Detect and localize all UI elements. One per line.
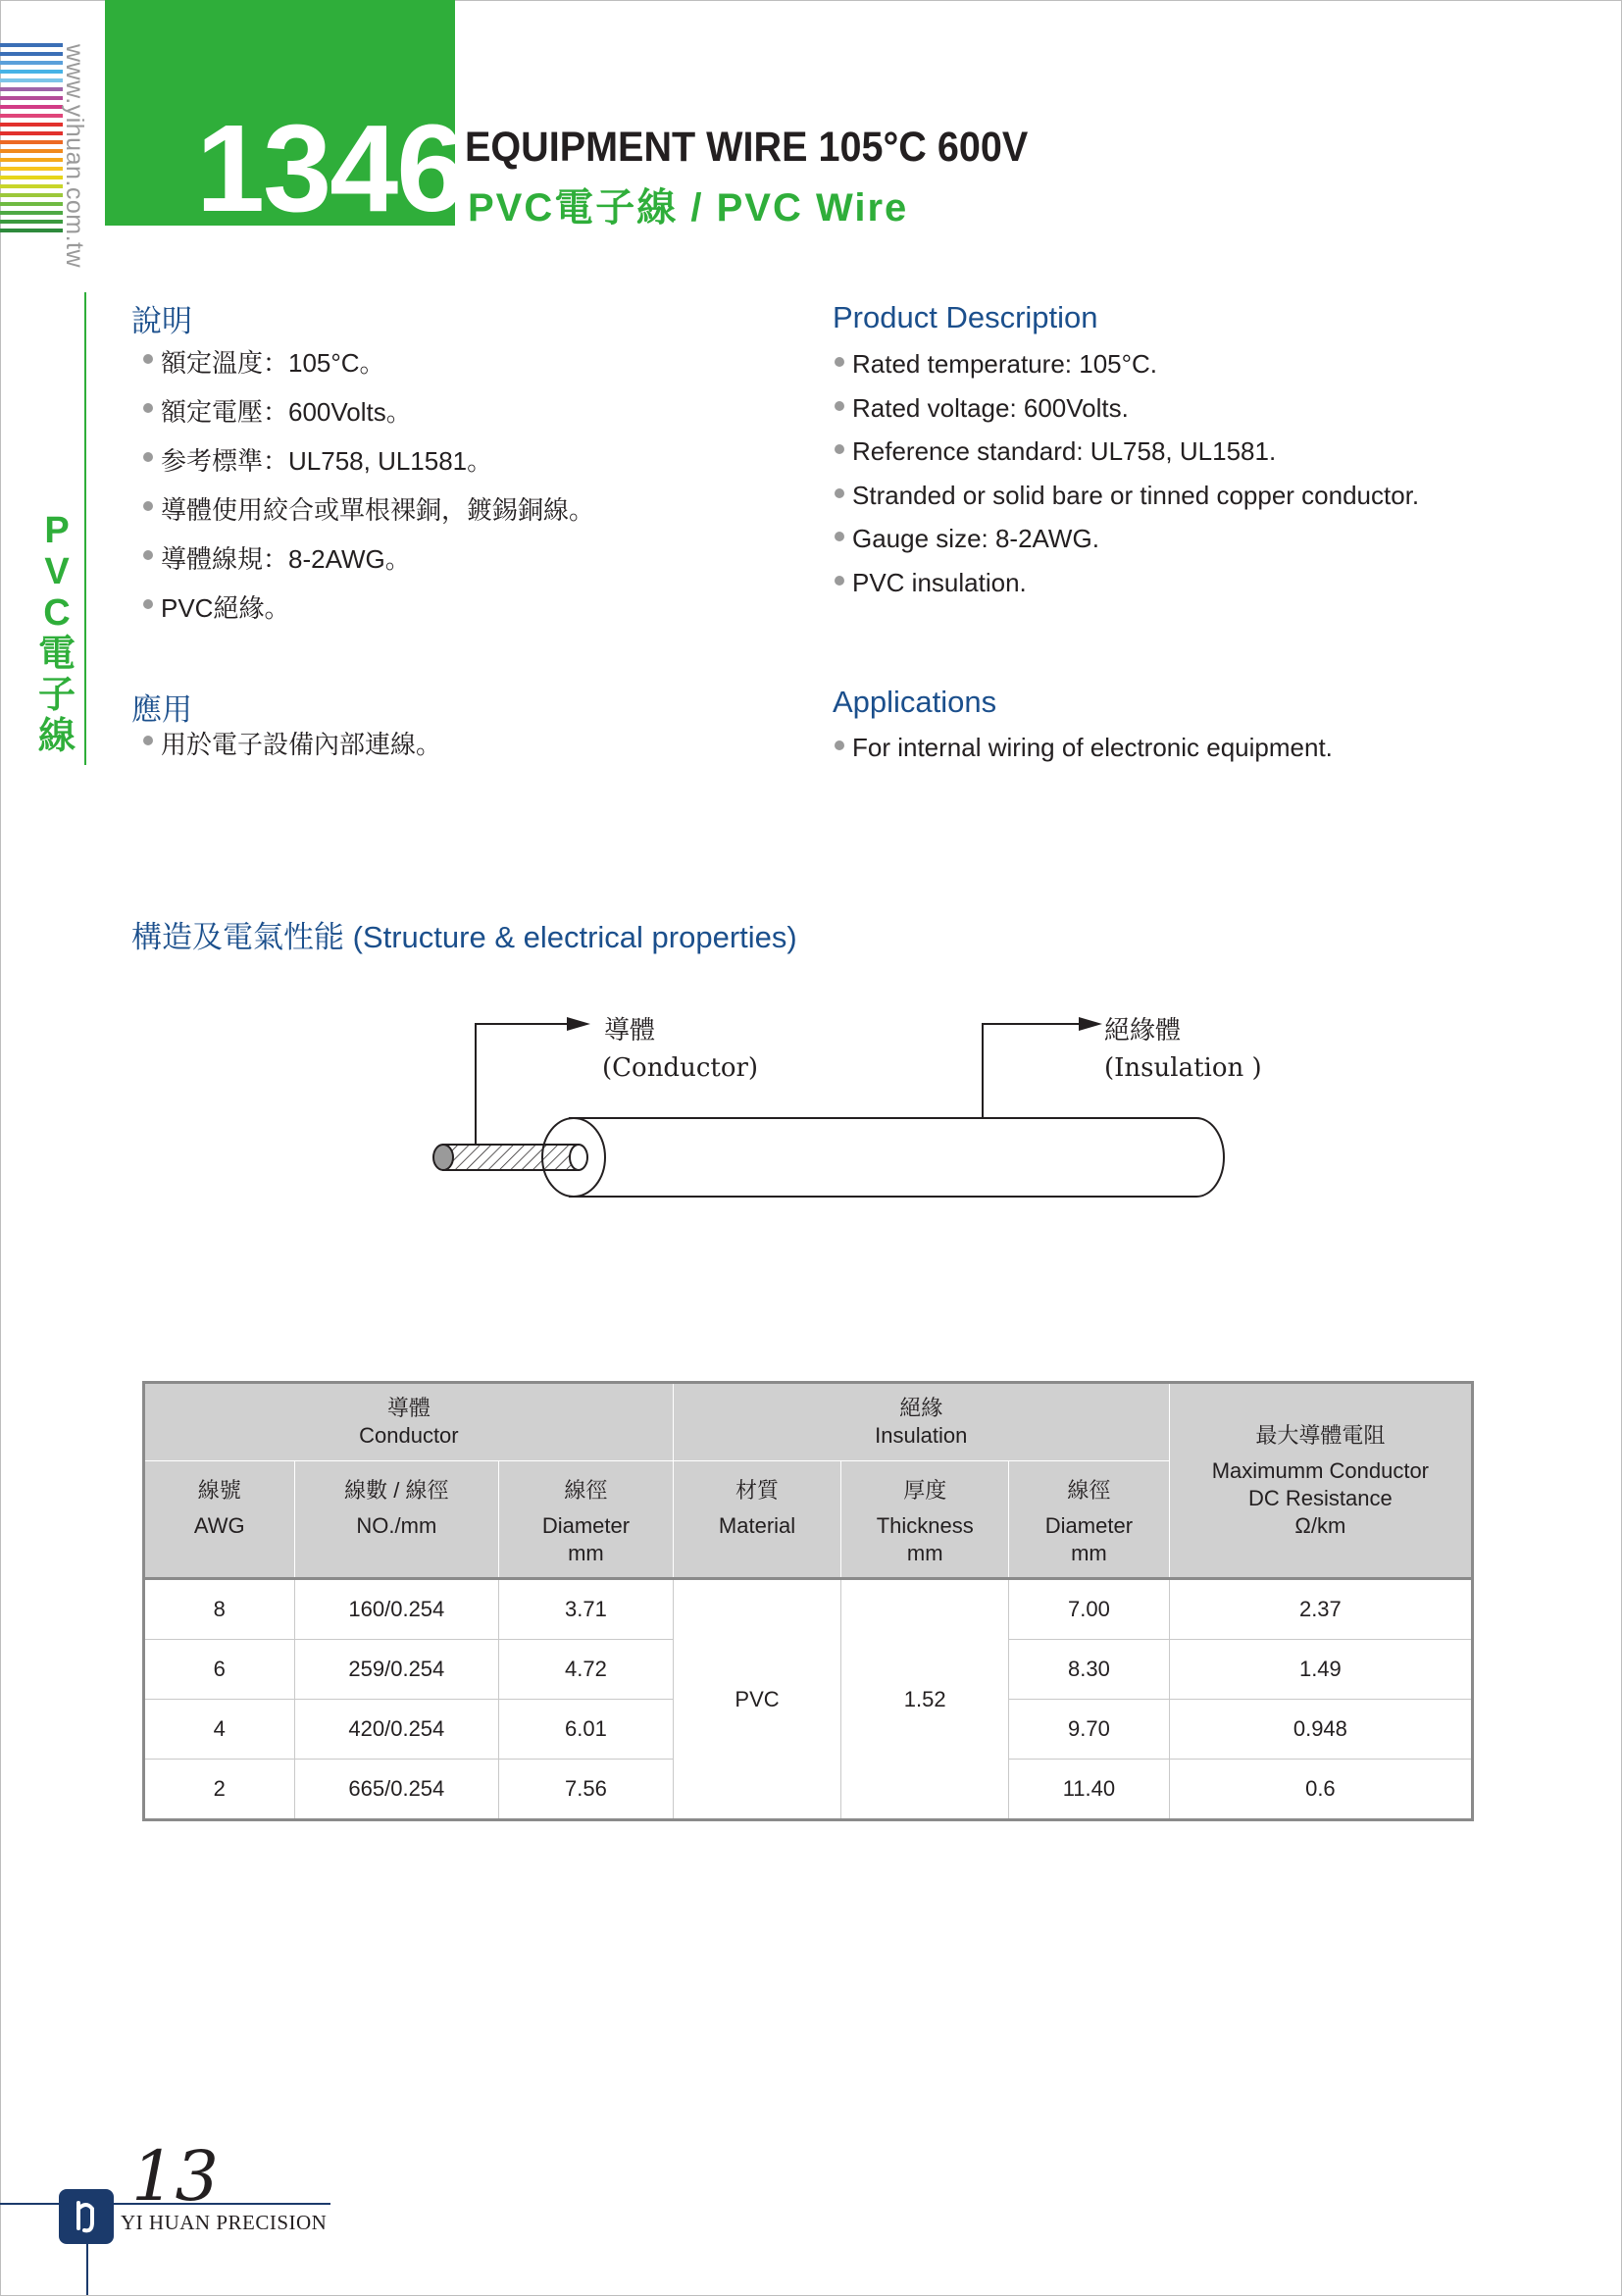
list-item: [143, 343, 594, 392]
desc-en-list: [835, 346, 1419, 608]
product-subtitle: PVC電子線 / PVC Wire: [468, 186, 909, 230]
color-stripe: [0, 140, 63, 144]
bullet-icon: [835, 740, 844, 750]
side-label-char: 電: [37, 634, 76, 675]
list-item-text: 参考標準：UL758, UL1581。: [161, 446, 493, 476]
cell-resistance: 1.49: [1169, 1640, 1472, 1700]
header-strand: 線數 / 線徑 NO./mm: [294, 1461, 499, 1579]
logo-mark-icon: [59, 2189, 114, 2244]
page-number: 13: [131, 2136, 220, 2217]
conductor-exit: [570, 1145, 587, 1170]
product-code: 1346: [196, 99, 464, 237]
bullet-icon: [835, 488, 844, 498]
insulation-arrow-icon: [1079, 1017, 1102, 1031]
side-divider: [84, 292, 86, 765]
conductor-label-en: (Conductor): [602, 1053, 759, 1083]
bullet-icon: [835, 357, 844, 367]
cell-material: PVC: [673, 1579, 841, 1820]
table-row: [144, 1579, 1473, 1640]
cell-ins-diameter: 8.30: [1009, 1640, 1170, 1700]
color-stripe: [0, 70, 63, 74]
cell-ins-diameter: 11.40: [1009, 1760, 1170, 1820]
side-label-char: 線: [37, 716, 76, 757]
side-label-char: 子: [37, 675, 76, 716]
side-label-char: V: [44, 551, 70, 592]
list-item: [835, 478, 1419, 522]
site-url: [61, 44, 92, 289]
color-stripe: [0, 149, 63, 153]
list-item: [143, 539, 594, 588]
cell-strand: 420/0.254: [294, 1700, 499, 1760]
insulation-label-zh: 絕緣體: [1104, 1016, 1182, 1046]
header-material: 材質 Material: [673, 1461, 841, 1579]
list-item: [835, 730, 1333, 774]
list-item-text: Stranded or solid bare or tinned copper conductor.: [852, 480, 1420, 510]
list-item-text: 用於電子設備內部連線。: [161, 730, 442, 759]
cell-cond-diameter: 6.01: [499, 1700, 674, 1760]
list-item-text: 導體使用絞合或單根裸銅，鍍錫銅線。: [161, 495, 595, 525]
list-item: [835, 390, 1419, 434]
color-stripe: [0, 87, 63, 91]
color-stripe: [0, 211, 63, 215]
list-item-text: 額定電壓：600Volts。: [161, 397, 412, 427]
side-label-char: C: [43, 592, 71, 634]
desc-en-heading: Product Description: [833, 300, 1098, 334]
app-en-heading: Applications: [833, 685, 997, 719]
header-conductor-group: 導體 Conductor: [144, 1383, 674, 1461]
color-stripe: [0, 158, 63, 162]
cell-ins-diameter: 7.00: [1009, 1579, 1170, 1640]
bullet-icon: [143, 403, 153, 413]
product-title: EQUIPMENT WIRE 105°C 600V: [465, 124, 1029, 171]
cell-resistance: 0.948: [1169, 1700, 1472, 1760]
insulation-label-en: (Insulation ): [1104, 1053, 1262, 1083]
bullet-icon: [143, 736, 153, 745]
list-item: [143, 490, 594, 539]
cell-strand: 665/0.254: [294, 1760, 499, 1820]
color-stripe: [0, 96, 63, 100]
company-name: YI HUAN PRECISION: [121, 2211, 328, 2234]
structure-title: 構造及電氣性能 (Structure & electrical properties): [131, 920, 797, 954]
list-item: [143, 725, 441, 774]
color-stripe: [0, 202, 63, 206]
conductor-strand: [443, 1145, 579, 1170]
desc-zh-heading: 說明: [131, 304, 192, 338]
color-stripe: [0, 167, 63, 171]
bullet-icon: [835, 576, 844, 586]
list-item-text: For internal wiring of electronic equipment.: [852, 733, 1333, 762]
cell-cond-diameter: 3.71: [499, 1579, 674, 1640]
list-item: [835, 565, 1419, 609]
bullet-icon: [835, 401, 844, 411]
company-logo-icon: [59, 2189, 114, 2244]
app-en-list: [835, 730, 1333, 774]
insulation-leader: [983, 1024, 1079, 1118]
color-stripe: [0, 193, 63, 197]
bullet-icon: [835, 532, 844, 541]
color-stripe: [0, 229, 63, 232]
side-label-char: P: [44, 510, 70, 551]
header-cond-diameter: 線徑 Diameter mm: [499, 1461, 674, 1579]
bullet-icon: [143, 452, 153, 462]
color-stripe: [0, 105, 63, 109]
color-stripe: [0, 131, 63, 135]
cell-strand: 160/0.254: [294, 1579, 499, 1640]
list-item: [835, 521, 1419, 565]
site-url-text: www.yihuan.com.tw: [61, 44, 88, 269]
list-item: [835, 346, 1419, 390]
cell-awg: 8: [144, 1579, 295, 1640]
color-stripe: [0, 220, 63, 224]
list-item-text: PVC insulation.: [852, 567, 1027, 597]
list-item-text: Rated temperature: 105°C.: [852, 349, 1158, 379]
color-stripe: [0, 176, 63, 179]
app-zh-list: [143, 725, 441, 774]
color-stripe: [0, 43, 63, 47]
header-resistance: 最大導體電阻 Maximumm Conductor DC Resistance Ω/km: [1169, 1383, 1472, 1579]
color-stripes: [0, 43, 63, 237]
insulation-body: [569, 1118, 1224, 1197]
header-ins-diameter: 線徑 Diameter mm: [1009, 1461, 1170, 1579]
side-category-label: [35, 510, 78, 757]
bullet-icon: [143, 354, 153, 364]
list-item-text: 額定溫度：105°C。: [161, 348, 385, 378]
cell-resistance: 0.6: [1169, 1760, 1472, 1820]
list-item-text: PVC絕緣。: [161, 593, 290, 623]
list-item-text: Gauge size: 8-2AWG.: [852, 524, 1099, 553]
bullet-icon: [143, 599, 153, 609]
color-stripe: [0, 123, 63, 127]
cell-strand: 259/0.254: [294, 1640, 499, 1700]
bullet-icon: [835, 444, 844, 454]
cell-ins-diameter: 9.70: [1009, 1700, 1170, 1760]
list-item: [143, 588, 594, 638]
cell-cond-diameter: 7.56: [499, 1760, 674, 1820]
list-item-text: Reference standard: UL758, UL1581.: [852, 436, 1277, 466]
conductor-end: [433, 1145, 453, 1170]
list-item-text: 導體線規：8-2AWG。: [161, 544, 411, 574]
cell-awg: 6: [144, 1640, 295, 1700]
list-item: [143, 392, 594, 441]
cell-resistance: 2.37: [1169, 1579, 1472, 1640]
list-item-text: Rated voltage: 600Volts.: [852, 392, 1129, 423]
header-thickness: 厚度 Thickness mm: [841, 1461, 1009, 1579]
header-insulation-group: 絕緣 Insulation: [673, 1383, 1169, 1461]
conductor-arrow-icon: [567, 1017, 590, 1031]
list-item: [143, 441, 594, 490]
cell-cond-diameter: 4.72: [499, 1640, 674, 1700]
conductor-label-zh: 導體: [604, 1016, 656, 1046]
cell-awg: 4: [144, 1700, 295, 1760]
list-item: [835, 434, 1419, 478]
bullet-icon: [143, 501, 153, 511]
cell-thickness: 1.52: [841, 1579, 1009, 1820]
color-stripe: [0, 61, 63, 65]
color-stripe: [0, 78, 63, 82]
header-awg: 線號 AWG: [144, 1461, 295, 1579]
desc-zh-list: [143, 343, 594, 638]
app-zh-heading: 應用: [131, 692, 192, 727]
color-stripe: [0, 114, 63, 118]
color-stripe: [0, 184, 63, 188]
color-stripe: [0, 52, 63, 56]
cell-awg: 2: [144, 1760, 295, 1820]
spec-table: [142, 1381, 1474, 1821]
bullet-icon: [143, 550, 153, 560]
